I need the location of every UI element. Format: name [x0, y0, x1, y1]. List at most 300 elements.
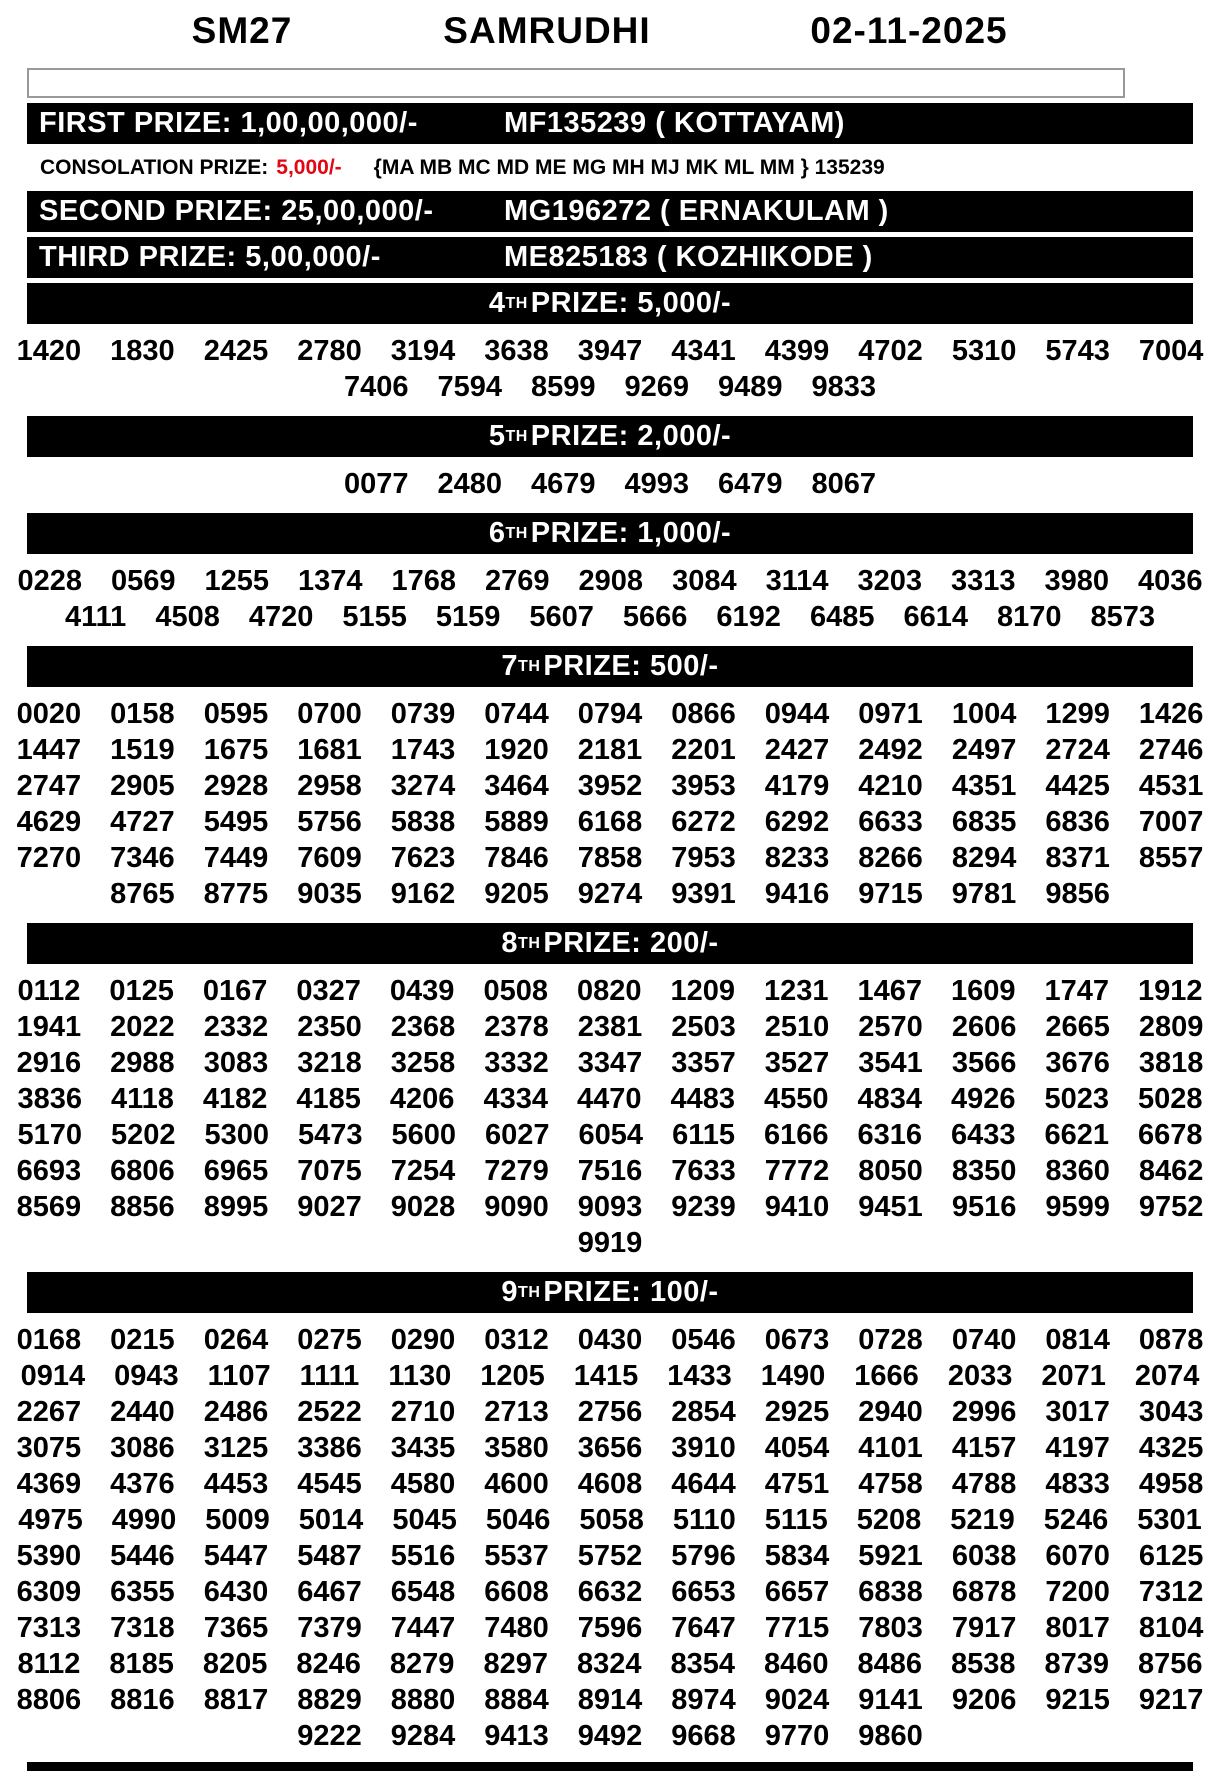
ticket-number: 4702 [858, 335, 923, 367]
ticket-number: 0728 [858, 1324, 923, 1356]
winning-numbers-row [16, 1610, 1204, 1646]
winning-numbers-row [16, 1574, 1204, 1610]
ticket-number: 6614 [903, 601, 968, 633]
ticket-number: 5752 [577, 1540, 643, 1572]
ticket-number: 6608 [484, 1576, 549, 1608]
ticket-number: 2746 [1138, 734, 1204, 766]
ticket-number: 9492 [577, 1720, 643, 1752]
ticket-number: 7312 [1138, 1576, 1204, 1608]
ticket-number: 0546 [671, 1324, 736, 1356]
ticket-number: 9205 [484, 878, 549, 910]
ticket-number: 5666 [622, 601, 688, 633]
prize-section [27, 416, 1193, 508]
ticket-number: 2427 [764, 734, 830, 766]
prize-section-title-part: 8 [501, 927, 519, 959]
ticket-number: 6355 [110, 1576, 175, 1608]
ticket-number: 4351 [951, 770, 1017, 802]
ticket-number: 2958 [297, 770, 362, 802]
ticket-number: 3580 [484, 1432, 549, 1464]
ticket-number: 1675 [203, 734, 269, 766]
ticket-number: 0020 [16, 698, 82, 730]
prize-section [16, 1272, 1204, 1760]
ticket-number: 2809 [1138, 1011, 1204, 1043]
ticket-number: 4990 [111, 1504, 177, 1536]
ticket-number: 6621 [1044, 1119, 1110, 1151]
ticket-number: 8569 [16, 1191, 82, 1223]
ticket-number: 2332 [203, 1011, 269, 1043]
ticket-number: 3218 [297, 1047, 362, 1079]
ticket-number: 5023 [1044, 1083, 1110, 1115]
ticket-number: 7846 [484, 842, 549, 874]
ticket-number: 7633 [671, 1155, 736, 1187]
third-prize-winner: ME825183 ( KOZHIKODE ) [504, 241, 873, 273]
ticket-number: 6192 [716, 601, 781, 633]
ticket-number: 5202 [110, 1119, 176, 1151]
ticket-number: 1205 [480, 1360, 545, 1392]
ticket-number: 8067 [811, 468, 877, 500]
ticket-number: 0744 [484, 698, 549, 730]
ticket-number: 9781 [951, 878, 1017, 910]
prize-section-title-part: PRIZE: 5,000/- [530, 287, 732, 319]
ticket-number: 3125 [203, 1432, 269, 1464]
ticket-number: 4545 [297, 1468, 362, 1500]
ticket-number: 6485 [809, 601, 875, 633]
ticket-number: 4111 [65, 601, 127, 633]
ticket-number: 5246 [1043, 1504, 1109, 1536]
ticket-number: 4679 [530, 468, 596, 500]
ticket-number: 4453 [203, 1468, 269, 1500]
consolation-series: {MA MB MC MD ME MG MH MJ MK ML MM } 135239 [373, 155, 885, 179]
ticket-number: 1299 [1045, 698, 1110, 730]
ticket-number: 6309 [16, 1576, 82, 1608]
ticket-number: 2425 [203, 335, 269, 367]
ticket-number: 1467 [857, 975, 923, 1007]
ticket-number: 3347 [577, 1047, 643, 1079]
ticket-number: 0168 [16, 1324, 82, 1356]
ticket-number: 7004 [1138, 335, 1204, 367]
ticket-number: 6657 [764, 1576, 830, 1608]
ticket-number: 4036 [1138, 565, 1203, 597]
ticket-number: 8360 [1045, 1155, 1110, 1187]
ticket-number: 2503 [671, 1011, 736, 1043]
prize-section-title-part: 9 [501, 1276, 519, 1308]
ticket-number: 4179 [764, 770, 830, 802]
ticket-number: 3541 [858, 1047, 923, 1079]
prize-section-title-part: 6 [488, 517, 506, 549]
ticket-number: 1255 [204, 565, 269, 597]
ticket-number: 2074 [1134, 1360, 1200, 1392]
ticket-number: 8460 [763, 1648, 829, 1680]
ticket-number: 5058 [579, 1504, 644, 1536]
first-prize-winner: MF135239 ( KOTTAYAM) [504, 107, 845, 139]
ticket-number: 8880 [390, 1684, 456, 1716]
ticket-number: 1231 [763, 975, 829, 1007]
prize-section-title-part: 7 [501, 650, 519, 682]
prize-section-title-part: PRIZE: 200/- [543, 927, 719, 959]
prize-section-title-part: PRIZE: 1,000/- [530, 517, 732, 549]
ticket-number: 0275 [297, 1324, 362, 1356]
ticket-number: 5607 [529, 601, 594, 633]
ticket-number: 0673 [764, 1324, 830, 1356]
second-prize-winner: MG196272 ( ERNAKULAM ) [504, 195, 889, 227]
ticket-number: 5537 [484, 1540, 549, 1572]
ticket-number: 3357 [671, 1047, 736, 1079]
ticket-number: 2071 [1041, 1360, 1106, 1392]
ticket-number: 2022 [110, 1011, 175, 1043]
prize-section-title-part: PRIZE: 500/- [543, 650, 719, 682]
ticket-number: 5495 [203, 806, 269, 838]
ticket-number: 3114 [765, 565, 829, 597]
ticket-number: 2181 [577, 734, 643, 766]
ticket-number: 2996 [951, 1396, 1017, 1428]
ticket-number: 8266 [858, 842, 923, 874]
ticket-number: 0794 [577, 698, 643, 730]
ticket-number: 2756 [577, 1396, 643, 1428]
ticket-number: 7647 [671, 1612, 736, 1644]
ticket-number: 4788 [951, 1468, 1017, 1500]
ticket-number: 4550 [763, 1083, 829, 1115]
ticket-number: 1415 [573, 1360, 639, 1392]
ticket-number: 2381 [577, 1011, 643, 1043]
ticket-number: 6548 [390, 1576, 456, 1608]
ticket-number: 9239 [671, 1191, 736, 1223]
ticket-number: 1111 [299, 1360, 360, 1392]
ticket-number: 8371 [1045, 842, 1110, 874]
ticket-number: 3836 [17, 1083, 82, 1115]
ticket-number: 7594 [437, 371, 502, 403]
ticket-number: 6433 [951, 1119, 1016, 1151]
winning-numbers-row [17, 1081, 1203, 1117]
ticket-number: 2713 [484, 1396, 549, 1428]
ticket-number: 9274 [577, 878, 643, 910]
ticket-number: 6878 [951, 1576, 1017, 1608]
winning-numbers-row [17, 1646, 1203, 1682]
ticket-number: 2480 [437, 468, 502, 500]
winning-numbers-row [16, 696, 1204, 732]
ticket-number: 3527 [764, 1047, 830, 1079]
prize-section-title-part: 4 [488, 287, 506, 319]
ticket-number: 0866 [671, 698, 736, 730]
ticket-number: 1912 [1138, 975, 1203, 1007]
ticket-number: 5516 [390, 1540, 456, 1572]
ticket-number: 4197 [1045, 1432, 1110, 1464]
ticket-number: 3258 [390, 1047, 456, 1079]
ticket-number: 2033 [947, 1360, 1013, 1392]
ticket-number: 9856 [1045, 878, 1110, 910]
ticket-number: 0944 [764, 698, 830, 730]
ticket-number: 4600 [484, 1468, 549, 1500]
ticket-number: 3083 [203, 1047, 269, 1079]
ticket-number: 8294 [951, 842, 1017, 874]
ticket-number: 6316 [857, 1119, 923, 1151]
ticket-number: 3274 [390, 770, 456, 802]
ticket-number: 4334 [483, 1083, 548, 1115]
ticket-number: 6467 [297, 1576, 362, 1608]
prize-section [16, 646, 1204, 918]
prize-section-title-part: TH [505, 294, 528, 312]
winning-numbers-row [18, 1502, 1202, 1538]
ticket-number: 7447 [390, 1612, 456, 1644]
ticket-number: 5300 [204, 1119, 269, 1151]
ticket-number: 6168 [577, 806, 643, 838]
ticket-number: 8974 [671, 1684, 736, 1716]
ticket-number: 3953 [671, 770, 736, 802]
ticket-number: 2916 [16, 1047, 82, 1079]
ticket-number: 2724 [1045, 734, 1110, 766]
ticket-number: 1447 [16, 734, 82, 766]
ticket-number: 5446 [110, 1540, 175, 1572]
ticket-number: 9269 [624, 371, 690, 403]
ticket-number: 8205 [202, 1648, 268, 1680]
ticket-number: 4376 [110, 1468, 175, 1500]
ticket-number: 5046 [485, 1504, 551, 1536]
ticket-number: 0971 [858, 698, 923, 730]
ticket-number: 3084 [672, 565, 737, 597]
ticket-number: 3386 [297, 1432, 362, 1464]
ticket-number: 8486 [857, 1648, 923, 1680]
ticket-number: 8765 [110, 878, 175, 910]
ticket-number: 4926 [951, 1083, 1016, 1115]
ticket-number: 4341 [671, 335, 736, 367]
ticket-number: 5028 [1138, 1083, 1203, 1115]
ticket-number: 9833 [811, 371, 877, 403]
ticket-number: 0439 [389, 975, 455, 1007]
prize-section-title-part: TH [518, 1283, 541, 1301]
ticket-number: 4157 [951, 1432, 1017, 1464]
ticket-number: 8170 [996, 601, 1062, 633]
winning-numbers-row [27, 369, 1193, 405]
consolation-prize-row [27, 149, 1193, 186]
ticket-number: 7772 [764, 1155, 830, 1187]
ticket-number: 9215 [1045, 1684, 1110, 1716]
ticket-number: 9516 [951, 1191, 1017, 1223]
ticket-number: 8017 [1045, 1612, 1110, 1644]
ticket-number: 2486 [203, 1396, 269, 1428]
ticket-number: 5045 [392, 1504, 457, 1536]
ticket-number: 7596 [577, 1612, 643, 1644]
ticket-number: 3980 [1044, 565, 1110, 597]
ticket-number: 7279 [484, 1155, 549, 1187]
third-prize-label: THIRD PRIZE: 5,00,000/- [39, 241, 381, 273]
page-header [27, 10, 1193, 68]
ticket-number: 6633 [858, 806, 923, 838]
ticket-number: 7480 [484, 1612, 549, 1644]
winning-numbers-row [27, 1718, 1193, 1754]
winning-numbers-row [27, 599, 1193, 635]
ticket-number: 7200 [1045, 1576, 1110, 1608]
ticket-number: 4508 [155, 601, 220, 633]
ticket-number: 9752 [1138, 1191, 1204, 1223]
ticket-number: 7270 [16, 842, 82, 874]
ticket-number: 6632 [577, 1576, 643, 1608]
ticket-number: 7406 [343, 371, 409, 403]
ticket-number: 7254 [390, 1155, 456, 1187]
ticket-number: 4751 [764, 1468, 830, 1500]
ticket-number: 6838 [858, 1576, 923, 1608]
ticket-number: 4369 [16, 1468, 82, 1500]
ticket-number: 8104 [1138, 1612, 1204, 1644]
ticket-number: 4185 [296, 1083, 361, 1115]
ticket-number: 8756 [1138, 1648, 1203, 1680]
ticket-number: 5600 [391, 1119, 457, 1151]
ticket-number: 4531 [1138, 770, 1204, 802]
ticket-number: 0125 [109, 975, 174, 1007]
winning-numbers-row [16, 1045, 1204, 1081]
ticket-number: 0595 [203, 698, 269, 730]
ticket-number: 1130 [388, 1360, 452, 1392]
ticket-number: 7623 [390, 842, 456, 874]
ticket-number: 1830 [110, 335, 175, 367]
ticket-number: 0158 [110, 698, 175, 730]
ticket-number: 3332 [484, 1047, 549, 1079]
ticket-number: 3656 [577, 1432, 643, 1464]
ticket-number: 5310 [951, 335, 1017, 367]
winning-numbers-grid [17, 559, 1203, 641]
ticket-number: 9141 [858, 1684, 923, 1716]
prize-sections [16, 283, 1204, 1760]
winning-numbers-row [16, 804, 1204, 840]
ticket-number: 3947 [577, 335, 643, 367]
ticket-number: 8462 [1138, 1155, 1204, 1187]
ticket-number: 2710 [390, 1396, 456, 1428]
ticket-number: 6115 [672, 1119, 735, 1151]
ticket-number: 2780 [297, 335, 362, 367]
ticket-number: 0264 [203, 1324, 269, 1356]
ticket-number: 6125 [1138, 1540, 1204, 1572]
bottom-divider [27, 1762, 1193, 1771]
ticket-number: 6835 [951, 806, 1017, 838]
winning-numbers-row [16, 1430, 1204, 1466]
winning-numbers-grid [16, 692, 1204, 918]
ticket-number: 7318 [110, 1612, 175, 1644]
ticket-number: 8829 [297, 1684, 362, 1716]
ticket-number: 9413 [484, 1720, 549, 1752]
ticket-number: 6678 [1138, 1119, 1203, 1151]
ticket-number: 1374 [298, 565, 363, 597]
ticket-number: 9599 [1045, 1191, 1110, 1223]
ticket-number: 4182 [202, 1083, 268, 1115]
ticket-number: 7449 [203, 842, 269, 874]
ticket-number: 4833 [1045, 1468, 1110, 1500]
ticket-number: 9035 [297, 878, 362, 910]
ticket-number: 0228 [17, 565, 82, 597]
ticket-number: 1747 [1044, 975, 1110, 1007]
ticket-number: 8246 [296, 1648, 361, 1680]
ticket-number: 3075 [16, 1432, 82, 1464]
ticket-number: 4399 [764, 335, 830, 367]
ticket-number: 9715 [858, 878, 923, 910]
ticket-number: 4958 [1138, 1468, 1204, 1500]
third-prize-bar [27, 237, 1193, 278]
ticket-number: 0327 [296, 975, 361, 1007]
ticket-number: 6038 [951, 1540, 1017, 1572]
ticket-number: 5834 [764, 1540, 830, 1572]
ticket-number: 3676 [1045, 1047, 1110, 1079]
winning-numbers-row [27, 1225, 1193, 1261]
winning-numbers-row [16, 1009, 1204, 1045]
ticket-number: 8884 [484, 1684, 549, 1716]
prize-section-title-part: TH [518, 934, 541, 952]
ticket-number: 5170 [17, 1119, 82, 1151]
second-prize-bar [27, 191, 1193, 232]
prize-section [16, 283, 1204, 411]
ticket-number: 7858 [577, 842, 643, 874]
ticket-number: 9028 [390, 1191, 456, 1223]
ticket-number: 2497 [951, 734, 1017, 766]
winning-numbers-grid [27, 462, 1193, 508]
ticket-number: 8816 [110, 1684, 175, 1716]
prize-section-header [27, 923, 1193, 964]
ticket-number: 7379 [297, 1612, 362, 1644]
winning-numbers-row [16, 1466, 1204, 1502]
ticket-number: 2665 [1045, 1011, 1110, 1043]
marquee-input[interactable] [27, 68, 1125, 98]
ticket-number: 5447 [203, 1540, 269, 1572]
ticket-number: 0312 [484, 1324, 549, 1356]
ticket-number: 1107 [207, 1360, 271, 1392]
winning-numbers-row [16, 1394, 1204, 1430]
ticket-number: 7609 [297, 842, 362, 874]
ticket-number: 8112 [17, 1648, 81, 1680]
ticket-number: 1920 [484, 734, 549, 766]
ticket-number: 9668 [671, 1720, 736, 1752]
ticket-number: 4644 [671, 1468, 736, 1500]
ticket-number: 5473 [298, 1119, 363, 1151]
ticket-number: 7346 [110, 842, 175, 874]
ticket-number: 9410 [764, 1191, 830, 1223]
ticket-number: 3313 [951, 565, 1016, 597]
ticket-number: 9162 [390, 878, 456, 910]
ticket-number: 0739 [390, 698, 456, 730]
first-prize-label: FIRST PRIZE: 1,00,00,000/- [39, 107, 418, 139]
ticket-number: 5219 [950, 1504, 1015, 1536]
ticket-number: 8856 [110, 1191, 175, 1223]
ticket-number: 0430 [577, 1324, 643, 1356]
ticket-number: 1666 [854, 1360, 919, 1392]
prize-section-title-part: 5 [488, 420, 506, 452]
ticket-number: 3952 [577, 770, 643, 802]
ticket-number: 7365 [203, 1612, 269, 1644]
ticket-number: 2905 [110, 770, 175, 802]
winning-numbers-row [16, 732, 1204, 768]
ticket-number: 8538 [951, 1648, 1016, 1680]
ticket-number: 8050 [858, 1155, 923, 1187]
winning-numbers-row [17, 1117, 1203, 1153]
winning-numbers-row [16, 1538, 1204, 1574]
prize-section-header [27, 1272, 1193, 1313]
ticket-number: 8324 [576, 1648, 642, 1680]
ticket-number: 4580 [390, 1468, 456, 1500]
winning-numbers-row [16, 840, 1204, 876]
ticket-number: 1490 [760, 1360, 826, 1392]
ticket-number: 0943 [114, 1360, 179, 1392]
ticket-number: 5487 [297, 1540, 362, 1572]
ticket-number: 0215 [110, 1324, 175, 1356]
prize-section [16, 923, 1204, 1267]
ticket-number: 1433 [667, 1360, 732, 1392]
ticket-number: 8557 [1138, 842, 1204, 874]
ticket-number: 8599 [530, 371, 596, 403]
prize-section-header [27, 513, 1193, 554]
ticket-number: 6070 [1045, 1540, 1110, 1572]
ticket-number: 8817 [203, 1684, 269, 1716]
ticket-number: 8233 [764, 842, 830, 874]
ticket-number: 3566 [951, 1047, 1017, 1079]
ticket-number: 9217 [1138, 1684, 1204, 1716]
ticket-number: 4118 [110, 1083, 174, 1115]
ticket-number: 4206 [389, 1083, 455, 1115]
ticket-number: 1426 [1138, 698, 1204, 730]
